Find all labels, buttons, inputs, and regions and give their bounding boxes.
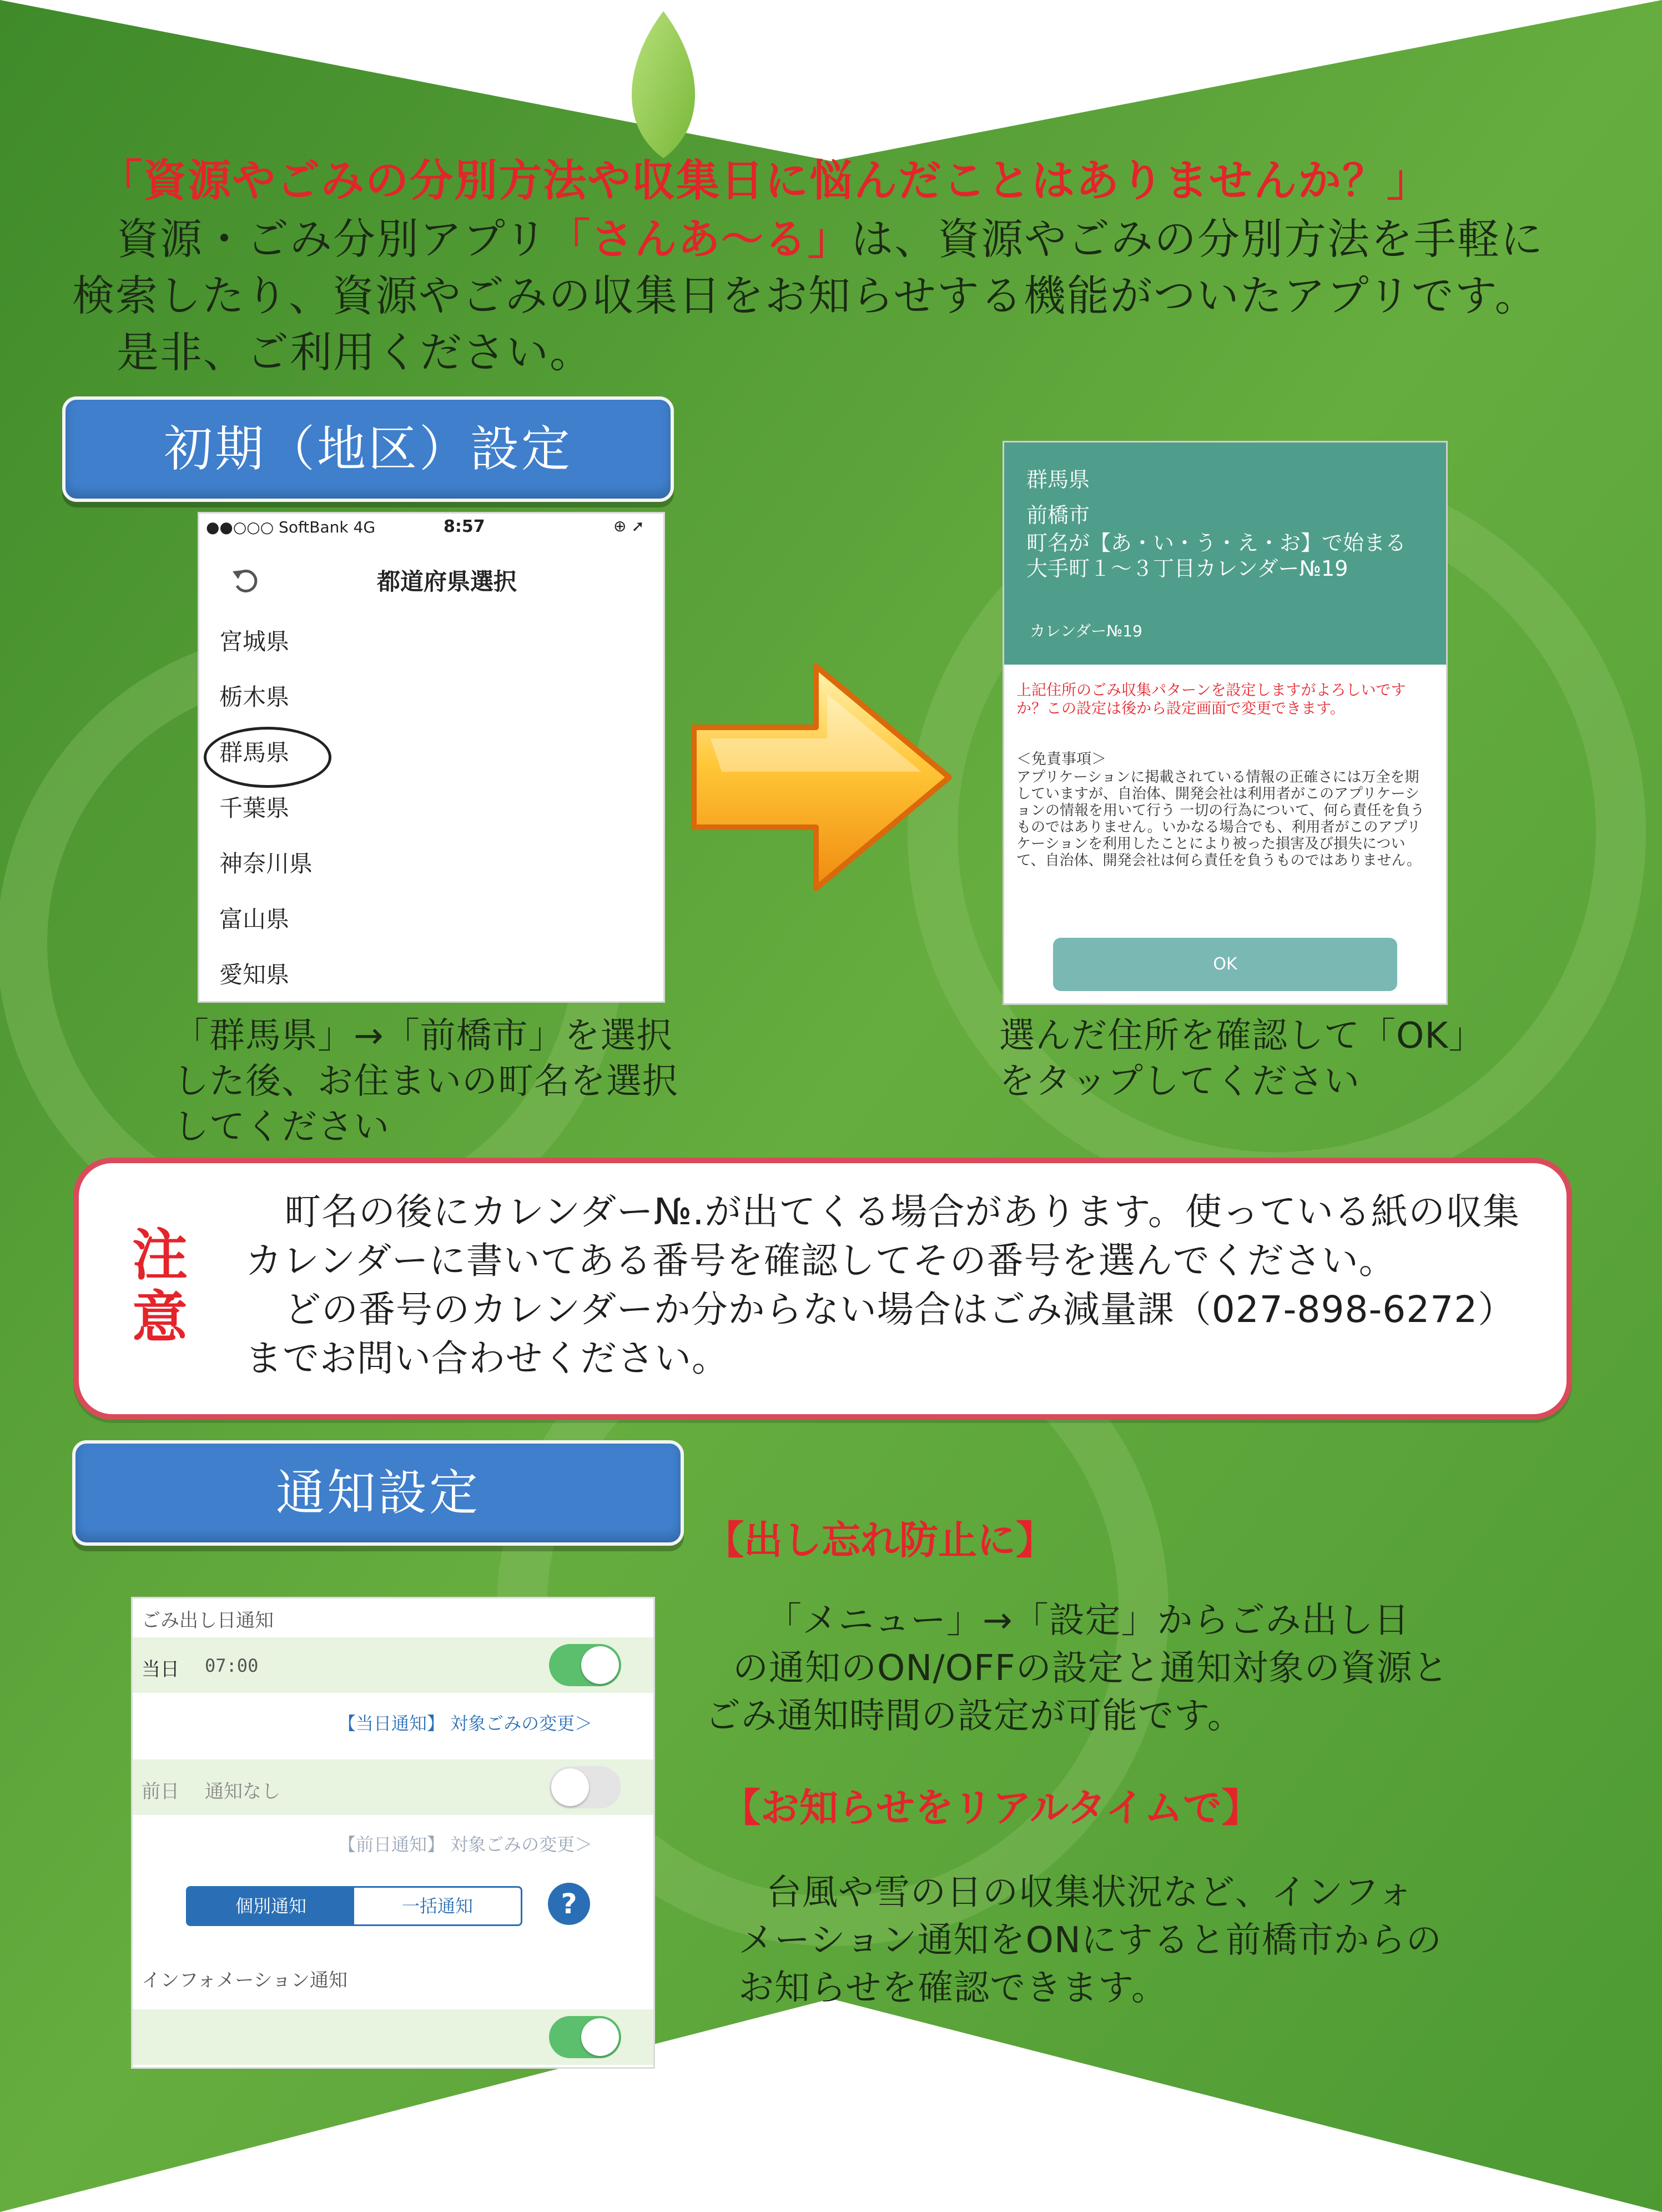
modal-prefecture: 群馬県: [1026, 467, 1090, 492]
modal-town: 町名が【あ・い・う・え・お】で始まる大手町１〜３丁目カレンダー№19: [1026, 531, 1407, 581]
today-row: [133, 1637, 653, 1693]
prefecture-item[interactable]: 富山県: [219, 906, 290, 933]
prev-row: [133, 1759, 653, 1815]
status-signal: ●●○○○ SoftBank 4G: [206, 518, 376, 536]
caption-left-1: 「群馬県」→「前橋市」を選択: [173, 1015, 673, 1057]
prev-links[interactable]: 【前日通知】 対象ごみの変更＞: [338, 1834, 593, 1855]
intro-line1-pre: 資源・ごみ分別アプリ: [117, 214, 548, 264]
modal-city: 前橋市: [1026, 503, 1090, 527]
prev-value[interactable]: 通知なし: [205, 1781, 280, 1803]
section-title-notification: 通知設定: [72, 1440, 684, 1546]
intro-line1-post: は、資源やごみの分別方法を手軽に: [850, 214, 1544, 264]
notice-label-1: 注: [132, 1223, 188, 1288]
notice-box: [73, 1158, 1572, 1420]
subhead-prevent-forget: 【出し忘れ防止に】: [705, 1517, 1055, 1563]
caption-right-1: 選んだ住所を確認して「OK」: [999, 1015, 1485, 1057]
modal-disclaimer: アプリケーションに掲載されている情報の正確さには万全を期していますが、自治体、開発会社は利用者がこのアプリケーションの情報を用いて行う 一切の行為について、何ら責任を負うものではありません。いかなる場合でも、利用者がこのアプリケーションを利用したことにより被った損害及び損失について、自治体、開発会社は何ら責任を負うものではありません。: [1016, 769, 1425, 869]
body2-line1: 台風や雪の日の収集状況など、インフォ: [766, 1872, 1414, 1913]
help-icon[interactable]: ?: [548, 1883, 590, 1925]
body2-line2: メーション通知をONにすると前橋市からの: [738, 1920, 1442, 1961]
prefecture-item[interactable]: 宮城県: [219, 628, 290, 655]
modal-confirm-text: 上記住所のごみ収集パターンを設定しますがよろしいですか？この設定は後から設定画面で変更できます。: [1016, 682, 1406, 717]
caption-left-3: してください: [173, 1107, 390, 1148]
body1-line3: ごみ通知時間の設定が可能です。: [705, 1696, 1243, 1737]
prev-toggle[interactable]: [549, 1766, 621, 1808]
modal-ok-button[interactable]: OK: [1053, 938, 1397, 991]
intro-line2: 検索したり、資源やごみの収集日をお知らせする機能がついたアプリです。: [72, 271, 1538, 320]
intro-question: 「資源やごみの分別方法や収集日に悩んだことはありませんか？」: [99, 156, 1432, 206]
today-label: 当日: [142, 1658, 179, 1681]
modal-calendar: カレンダー№19: [1030, 622, 1142, 640]
segmented-control: [186, 1886, 522, 1926]
intro-line3: 是非、ご利用ください。: [117, 328, 593, 377]
prefecture-item-gunma[interactable]: 群馬県: [219, 739, 290, 766]
info-label: インフォメーション通知: [142, 1969, 347, 1992]
today-time[interactable]: 07:00: [205, 1655, 259, 1676]
status-icons: ⊕ ➚: [613, 517, 644, 535]
caption-left-2: した後、お住まいの町名を選択: [173, 1061, 678, 1102]
info-row: [133, 2009, 653, 2065]
notification-settings-screen: [131, 1597, 655, 2069]
prefecture-item[interactable]: 愛知県: [219, 961, 290, 988]
seg-individual[interactable]: 個別通知: [188, 1888, 354, 1924]
notice-line-1: 町名の後にカレンダー№.が出てくる場合があります。使っている紙の収集: [284, 1190, 1520, 1233]
app-name: 「さんあ〜る」: [547, 214, 851, 264]
prefecture-item[interactable]: 神奈川県: [219, 850, 313, 877]
prev-label: 前日: [142, 1781, 179, 1803]
settings-header: ごみ出し日通知: [142, 1610, 274, 1632]
info-toggle[interactable]: [549, 2016, 621, 2058]
confirm-modal: [1003, 441, 1448, 1005]
phone-header: 都道府県選択: [377, 568, 517, 595]
back-undo-icon[interactable]: [228, 564, 261, 597]
subhead-realtime: 【お知らせをリアルタイムで】: [722, 1785, 1261, 1831]
body2-line3: お知らせを確認できます。: [738, 1968, 1167, 2009]
body1-line2: の通知のON/OFFの設定と通知対象の資源と: [733, 1648, 1449, 1689]
notice-line-2: カレンダーに書いてある番号を確認してその番号を選んでください。: [245, 1239, 1396, 1282]
today-links[interactable]: 【当日通知】 対象ごみの変更＞: [338, 1713, 593, 1734]
section-title-initial-setup: 初期（地区）設定: [62, 396, 674, 502]
right-arrow-icon: [688, 661, 955, 894]
modal-header: [1004, 443, 1446, 665]
caption-right-2: をタップしてください: [999, 1061, 1360, 1102]
prefecture-item[interactable]: 栃木県: [219, 683, 290, 711]
today-toggle[interactable]: [549, 1644, 621, 1686]
modal-disclaimer-title: ＜免責事項＞: [1016, 751, 1106, 768]
notice-line-3: どの番号のカレンダーか分からない場合はごみ減量課（027-898-6272）: [284, 1288, 1515, 1331]
prefecture-phone-screen: [198, 512, 665, 1003]
body1-line1: 「メニュー」→「設定」からごみ出し日: [766, 1600, 1410, 1641]
notice-label-2: 意: [132, 1285, 188, 1350]
notice-line-4: までお問い合わせください。: [245, 1337, 729, 1380]
intro-line1: [117, 211, 1544, 268]
status-time: 8:57: [444, 517, 485, 536]
seg-bulk[interactable]: 一括通知: [401, 1896, 473, 1917]
prefecture-item[interactable]: 千葉県: [219, 795, 290, 822]
